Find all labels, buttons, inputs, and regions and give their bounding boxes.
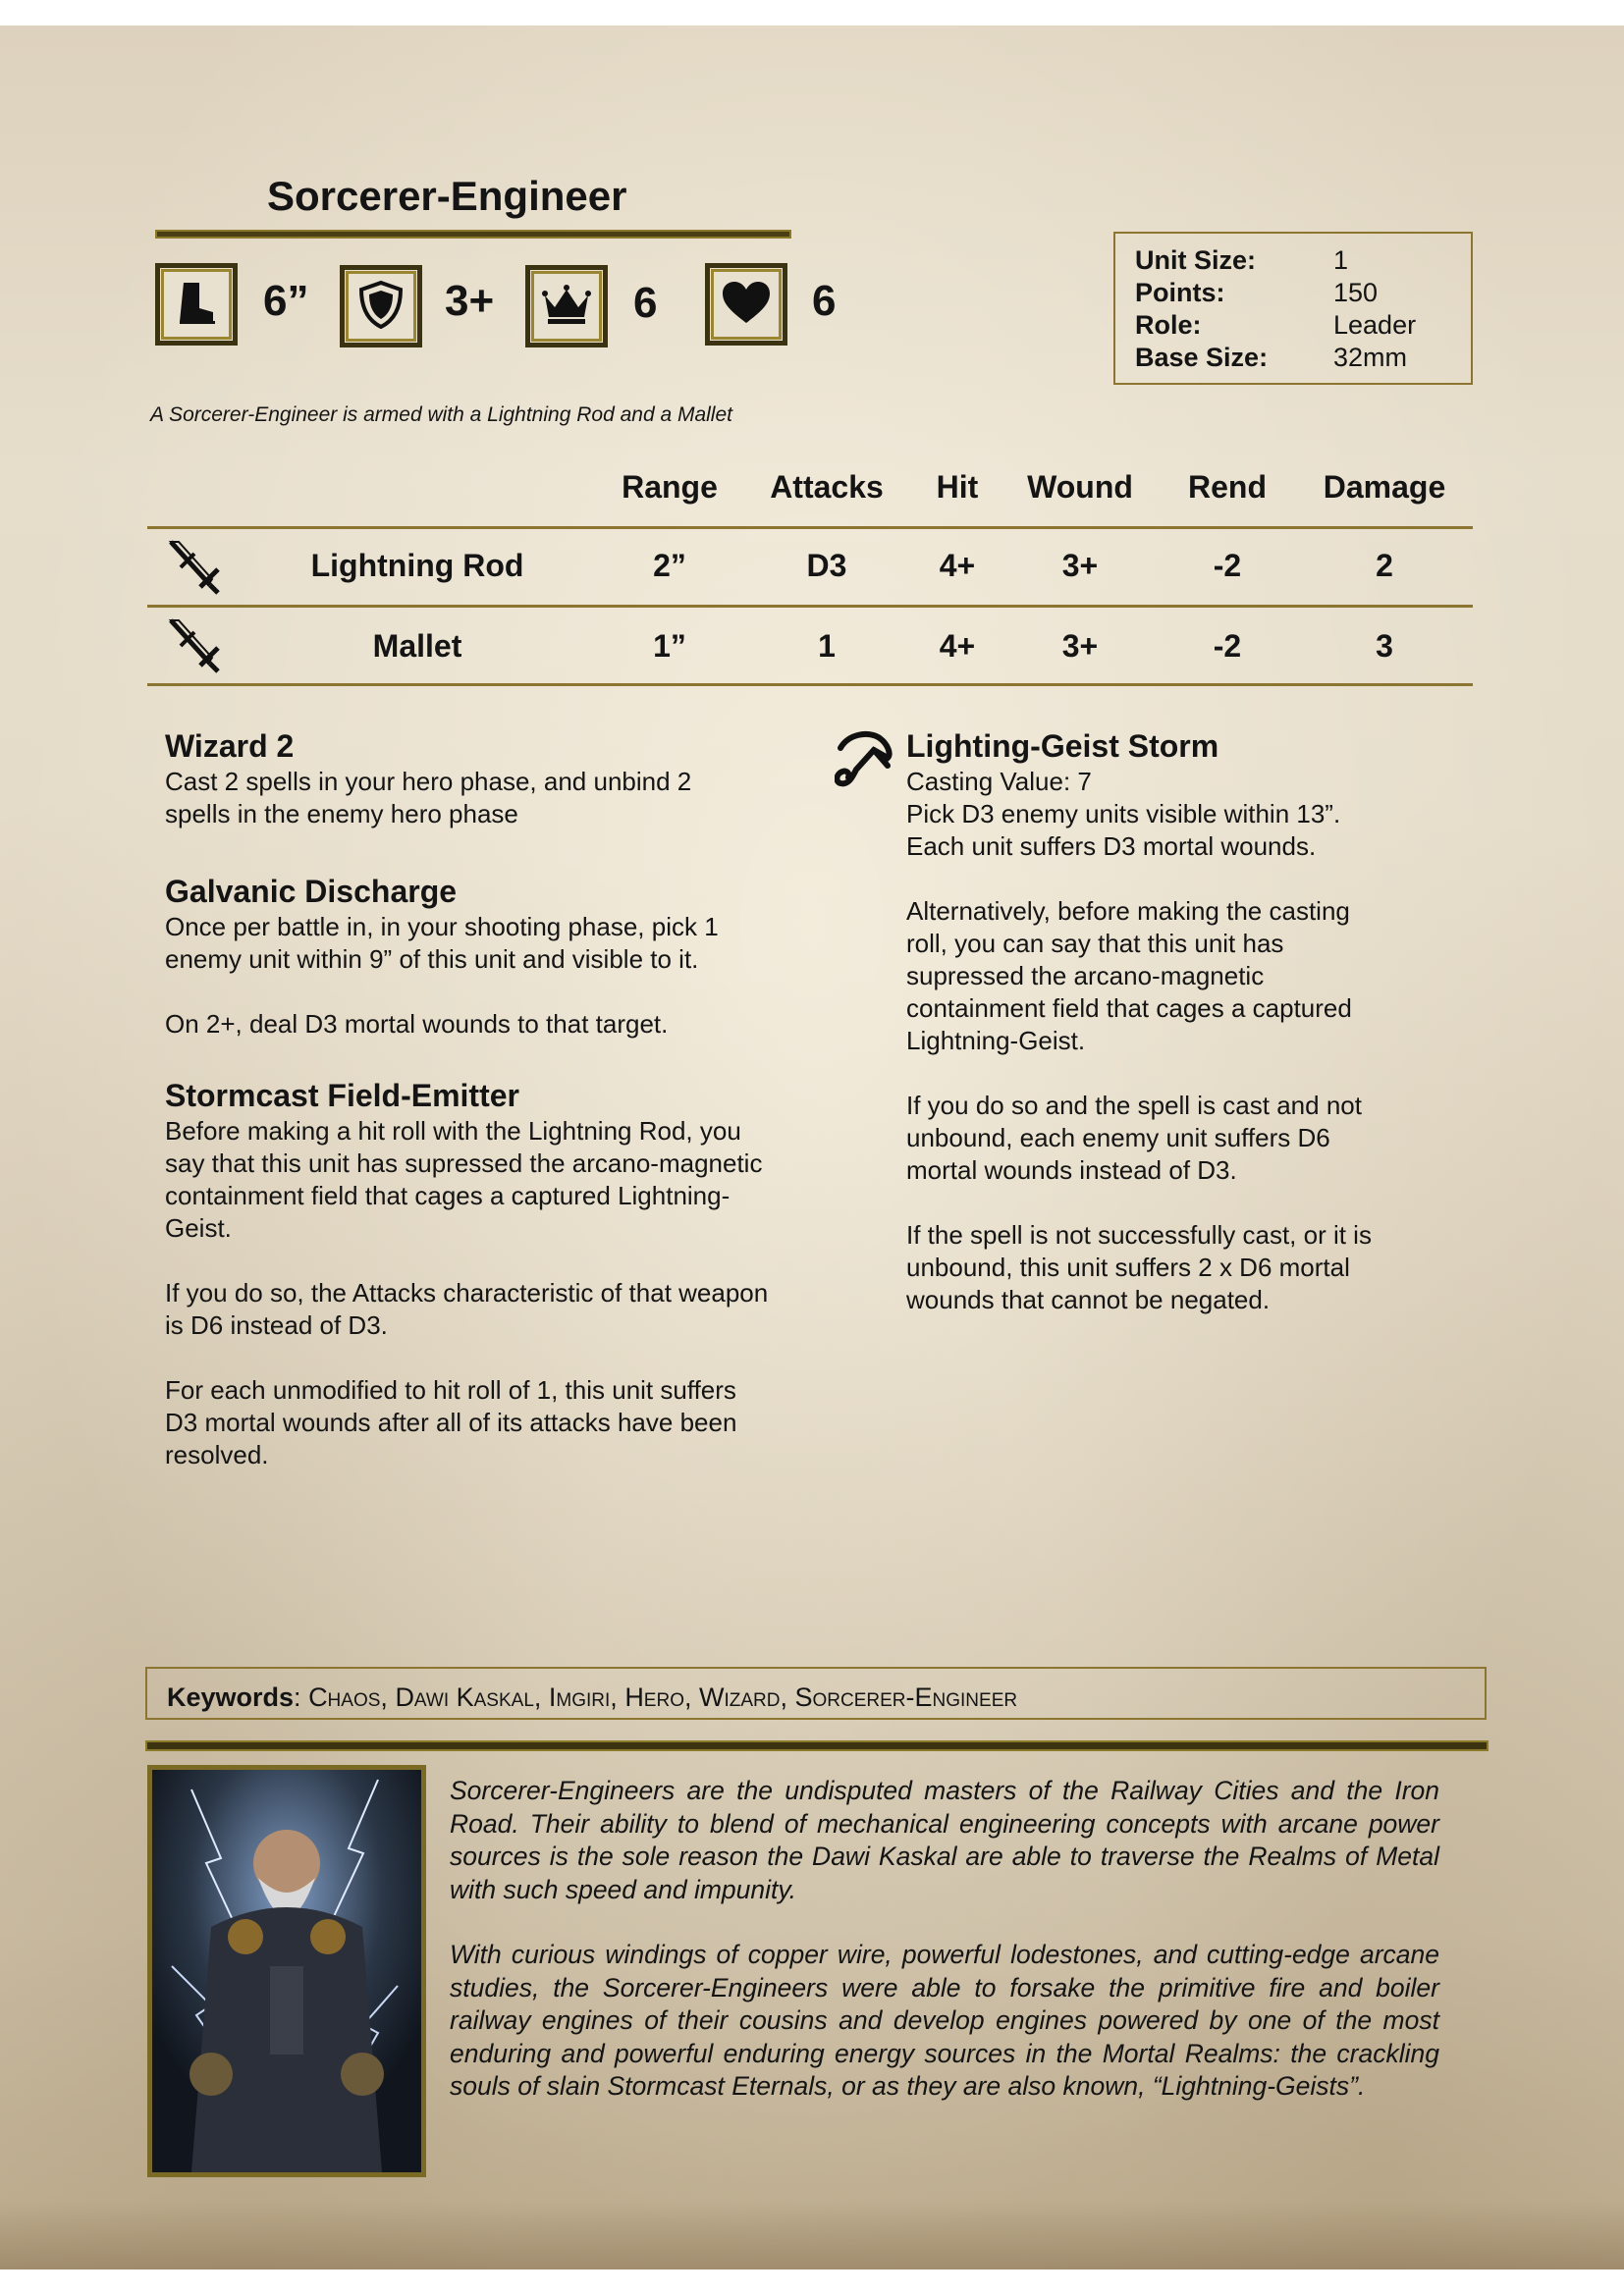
unit-info-value: Leader [1333, 310, 1417, 340]
unit-info-value: 150 [1333, 278, 1379, 307]
unit-info-label: Base Size: [1135, 343, 1269, 372]
lore-paragraph: With curious windings of copper wire, powerful lodestones, and cutting-edge arcane studies, the Sorcerer-Engineers were able to forsake the primitive fire and boiler railway engines of their cousins and develop engines powered by one of the most enduring and powerful enduring energy sources in the Mortal Realms: the crackling souls of slain Stormcast Eternals, or as they are also known, “Lightning-Geists”. [450, 1940, 1439, 2101]
unit-info-label: Unit Size: [1135, 245, 1257, 275]
ability-title: Stormcast Field-Emitter [165, 1078, 519, 1113]
health-value: 6 [812, 277, 837, 325]
unit-info-box [1113, 232, 1473, 385]
weapon-name: Lightning Rod [310, 548, 524, 583]
weapon-rend: -2 [1213, 628, 1242, 664]
weapon-damage: 3 [1376, 628, 1393, 664]
weapon-header-damage: Damage [1323, 469, 1446, 505]
weapon-hit: 4+ [939, 628, 976, 664]
armed-with-text: A Sorcerer-Engineer is armed with a Lightning Rod and a Mallet [150, 403, 732, 426]
keyword: Sorcerer-Engineer [794, 1682, 1018, 1712]
unit-info-label: Role: [1135, 310, 1202, 340]
ability-title: Galvanic Discharge [165, 874, 458, 909]
ability-title: Lighting-Geist Storm [906, 728, 1219, 764]
weapon-header-hit: Hit [936, 469, 979, 505]
keyword: Wizard [699, 1682, 781, 1712]
ability-text: Casting Value: 7 Pick D3 enemy units visible within 13”. Each unit suffers D3 mortal wounds. Alternatively, before making the casting roll, you can say that this unit has supressed the arcano-magnetic containment field that cages a captured Lightning-Geist. If you do so and the spell is cast and not unbound, each enemy unit suffers D6 mortal wounds instead of D3. If the spell is not successfully cast, or it is unbound, this unit suffers 2 x D6 mortal wounds that cannot be negated. [906, 767, 1372, 1314]
keyword: Chaos [308, 1682, 381, 1712]
weapon-header-attacks: Attacks [770, 469, 884, 505]
ability-text: Before making a hit roll with the Lightning Rod, you say that this unit has supressed the arcano-magnetic containment field that cages a captured Lightning- Geist. If you do so, the Attacks characteristic of that weapon is D6 instead of D3. For each unmodified to hit roll of 1, this unit suffers D3 mortal wounds after all of its attacks have been resolved. [165, 1116, 769, 1469]
warscroll-page [0, 26, 1624, 2269]
keywords-box: Keywords: Chaos, Dawi Kaskal, Imgiri, Hero, Wizard, Sorcerer-Engineer [145, 1667, 1487, 1720]
keywords-label: Keywords [167, 1682, 295, 1712]
weapon-attacks: D3 [806, 548, 847, 583]
unit-portrait [147, 1765, 426, 2177]
lore-paragraph: Sorcerer-Engineers are the undisputed masters of the Railway Cities and the Iron Road. Their ability to blend of mechanical engineering concepts with arcane power sources is the sole reason the Dawi Kaskal are able to traverse the Realms of Metal with such speed and impunity. [450, 1776, 1439, 1904]
keyword: Dawi Kaskal [395, 1682, 534, 1712]
weapon-wound: 3+ [1061, 548, 1099, 583]
weapon-rend: -2 [1213, 548, 1242, 583]
weapon-wound: 3+ [1061, 628, 1099, 664]
weapon-header-wound: Wound [1027, 469, 1133, 505]
table-divider [147, 683, 1473, 686]
ability-text: Cast 2 spells in your hero phase, and unbind 2 spells in the enemy hero phase [165, 767, 692, 828]
ability-title: Wizard 2 [165, 728, 295, 764]
weapon-range: 2” [653, 548, 686, 583]
lore-text [450, 1775, 1439, 2136]
keyword: Hero [624, 1682, 684, 1712]
boot-icon [172, 278, 221, 332]
weapon-range: 1” [653, 628, 686, 664]
weapon-hit: 4+ [939, 548, 976, 583]
heart-icon [721, 280, 772, 330]
health-stat-box [705, 263, 787, 346]
move-value: 6” [263, 277, 309, 325]
control-value: 6 [633, 279, 658, 327]
unit-title: Sorcerer-Engineer [267, 173, 627, 219]
weapon-name: Mallet [372, 628, 462, 664]
save-value: 3+ [445, 277, 495, 325]
crown-icon [539, 282, 594, 332]
weapon-damage: 2 [1376, 548, 1393, 583]
unit-info-label: Points: [1135, 278, 1225, 307]
weapon-header-range: Range [622, 469, 718, 505]
lore-divider [145, 1740, 1489, 1751]
weapon-attacks: 1 [818, 628, 836, 664]
control-stat-box [525, 265, 608, 347]
unit-info-value: 32mm [1333, 343, 1408, 372]
crossed-swords-icon [167, 538, 222, 602]
title-divider [155, 230, 791, 239]
ability-text: Once per battle in, in your shooting phase, pick 1 enemy unit within 9” of this unit and visible to it. On 2+, deal D3 mortal wounds to that target. [165, 912, 719, 1039]
save-stat-box [340, 265, 422, 347]
move-stat-box [155, 263, 238, 346]
shield-icon [357, 280, 405, 334]
table-divider [147, 526, 1473, 529]
table-divider [147, 605, 1473, 608]
crossed-swords-icon [167, 616, 222, 680]
unit-info-value: 1 [1333, 245, 1349, 275]
keyword: Imgiri [548, 1682, 611, 1712]
spell-icon [835, 728, 895, 794]
weapon-header-rend: Rend [1188, 469, 1267, 505]
